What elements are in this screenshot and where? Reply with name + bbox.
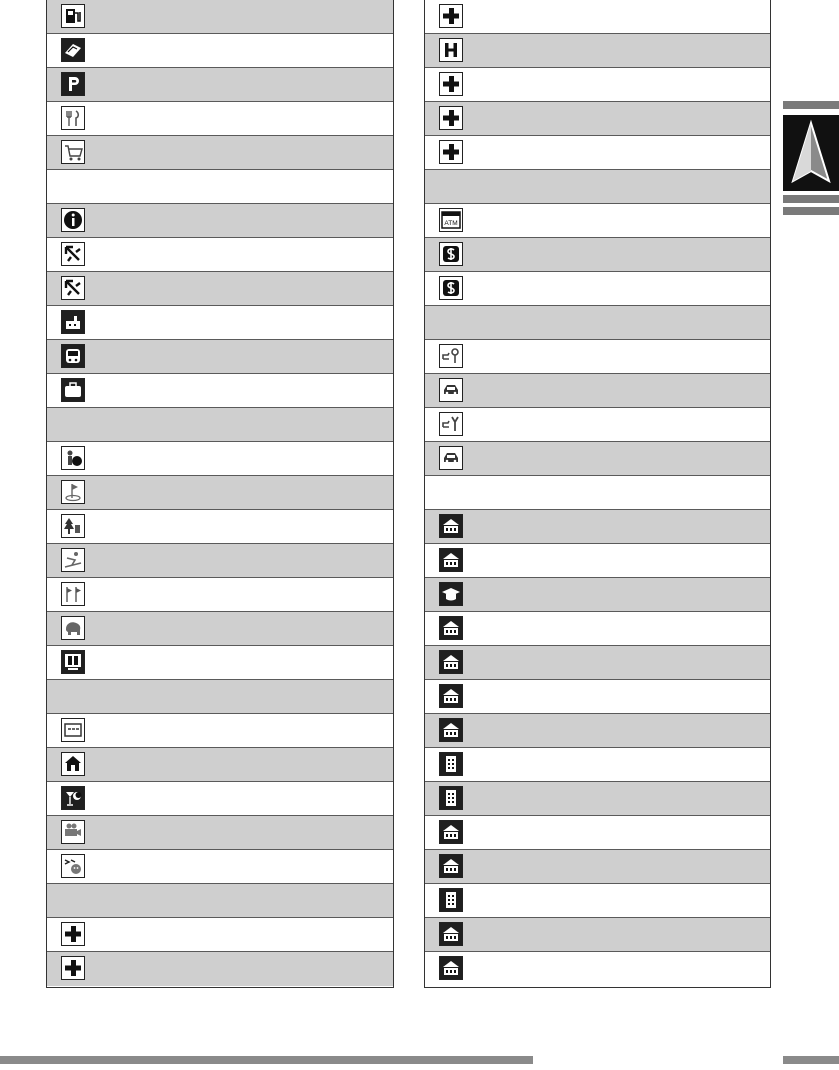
left-table-row bbox=[47, 136, 393, 170]
hospital-icon bbox=[439, 38, 463, 62]
left-table-row bbox=[47, 340, 393, 374]
office-building-icon bbox=[439, 786, 463, 810]
government-building-icon bbox=[439, 820, 463, 844]
right-table-row bbox=[425, 850, 770, 884]
right-table-row bbox=[425, 544, 770, 578]
park-icon bbox=[61, 514, 85, 538]
right-table-row bbox=[425, 918, 770, 952]
hotel-icon bbox=[61, 718, 85, 742]
left-table-row bbox=[47, 238, 393, 272]
left-table-row bbox=[47, 510, 393, 544]
government-building-icon bbox=[439, 616, 463, 640]
navigation-arrow-icon bbox=[783, 115, 839, 191]
government-building-icon bbox=[439, 514, 463, 538]
government-building-icon bbox=[439, 922, 463, 946]
left-table-row bbox=[47, 34, 393, 68]
government-building-icon bbox=[439, 956, 463, 980]
car-icon bbox=[439, 446, 463, 470]
medical-cross-icon bbox=[439, 72, 463, 96]
entertainment-icon bbox=[61, 854, 85, 878]
car-service-icon bbox=[439, 344, 463, 368]
footer-rule-right bbox=[783, 1056, 839, 1064]
left-table-row bbox=[47, 68, 393, 102]
right-table-row bbox=[425, 884, 770, 918]
right-table-section-header bbox=[425, 170, 770, 204]
shopping-cart-icon bbox=[61, 140, 85, 164]
cinema-icon bbox=[61, 820, 85, 844]
left-table-row bbox=[47, 0, 393, 34]
left-table-row bbox=[47, 272, 393, 306]
car-icon bbox=[439, 378, 463, 402]
school-icon bbox=[439, 582, 463, 606]
factory-icon bbox=[61, 310, 85, 334]
flags-icon bbox=[61, 582, 85, 606]
golf-icon bbox=[61, 480, 85, 504]
left-table-row bbox=[47, 374, 393, 408]
section-tab bbox=[783, 101, 839, 215]
car-rental-icon bbox=[439, 412, 463, 436]
left-table-row bbox=[47, 646, 393, 680]
right-table-row bbox=[425, 952, 770, 986]
right-table-section-header bbox=[425, 306, 770, 340]
government-building-icon bbox=[439, 718, 463, 742]
right-table-row bbox=[425, 510, 770, 544]
left-table-row bbox=[47, 952, 393, 986]
nightlife-icon bbox=[61, 786, 85, 810]
right-table-row bbox=[425, 102, 770, 136]
left-table-row bbox=[47, 850, 393, 884]
footer-rule bbox=[0, 1056, 533, 1064]
left-table-section-header bbox=[47, 170, 393, 204]
left-table-row bbox=[47, 204, 393, 238]
right-table-row bbox=[425, 612, 770, 646]
left-table-row bbox=[47, 748, 393, 782]
left-table-section-header bbox=[47, 884, 393, 918]
right-table-row bbox=[425, 136, 770, 170]
fuel-pump-icon bbox=[61, 4, 85, 28]
right-table-row bbox=[425, 272, 770, 306]
right-table-row bbox=[425, 34, 770, 68]
money-icon bbox=[439, 242, 463, 266]
medical-cross-icon bbox=[439, 106, 463, 130]
medical-cross-icon bbox=[439, 4, 463, 28]
right-table-row bbox=[425, 816, 770, 850]
government-building-icon bbox=[439, 650, 463, 674]
medical-cross-icon bbox=[61, 922, 85, 946]
right-table-row bbox=[425, 340, 770, 374]
airport-icon bbox=[61, 276, 85, 300]
theater-icon bbox=[61, 650, 85, 674]
airport-icon bbox=[61, 242, 85, 266]
medical-cross-icon bbox=[61, 956, 85, 980]
government-building-icon bbox=[439, 684, 463, 708]
info-icon bbox=[61, 208, 85, 232]
left-table-row bbox=[47, 306, 393, 340]
restaurant-icon bbox=[61, 106, 85, 130]
skiing-icon bbox=[61, 548, 85, 572]
government-building-icon bbox=[439, 548, 463, 572]
left-table-section-header bbox=[47, 408, 393, 442]
government-building-icon bbox=[439, 854, 463, 878]
zoo-icon bbox=[61, 616, 85, 640]
right-table-row bbox=[425, 408, 770, 442]
right-table-row bbox=[425, 374, 770, 408]
svg-text:ATM: ATM bbox=[444, 220, 458, 227]
right-table-row bbox=[425, 646, 770, 680]
right-table-row bbox=[425, 578, 770, 612]
left-table-row bbox=[47, 578, 393, 612]
office-building-icon bbox=[439, 752, 463, 776]
right-table-row bbox=[425, 782, 770, 816]
right-table-row bbox=[425, 714, 770, 748]
house-icon bbox=[61, 752, 85, 776]
left-table-row bbox=[47, 442, 393, 476]
right-table-row bbox=[425, 442, 770, 476]
right-table-section-header bbox=[425, 476, 770, 510]
right-table-row bbox=[425, 204, 770, 238]
left-icon-table bbox=[46, 0, 394, 988]
right-icon-table bbox=[424, 0, 771, 988]
left-table-row bbox=[47, 612, 393, 646]
left-table-row bbox=[47, 714, 393, 748]
right-table-row bbox=[425, 68, 770, 102]
map-book-icon bbox=[61, 38, 85, 62]
medical-cross-icon bbox=[439, 140, 463, 164]
atm-icon bbox=[439, 208, 463, 232]
office-building-icon bbox=[439, 888, 463, 912]
left-table-row bbox=[47, 544, 393, 578]
right-table-row bbox=[425, 238, 770, 272]
briefcase-icon bbox=[61, 378, 85, 402]
right-table-row bbox=[425, 680, 770, 714]
right-table-row bbox=[425, 748, 770, 782]
left-table-row bbox=[47, 476, 393, 510]
left-table-row bbox=[47, 816, 393, 850]
left-table-row bbox=[47, 102, 393, 136]
money-icon bbox=[439, 276, 463, 300]
left-table-section-header bbox=[47, 680, 393, 714]
parking-icon bbox=[61, 72, 85, 96]
bus-icon bbox=[61, 344, 85, 368]
left-table-row bbox=[47, 782, 393, 816]
left-table-row bbox=[47, 918, 393, 952]
right-table-row bbox=[425, 0, 770, 34]
bowling-icon bbox=[61, 446, 85, 470]
